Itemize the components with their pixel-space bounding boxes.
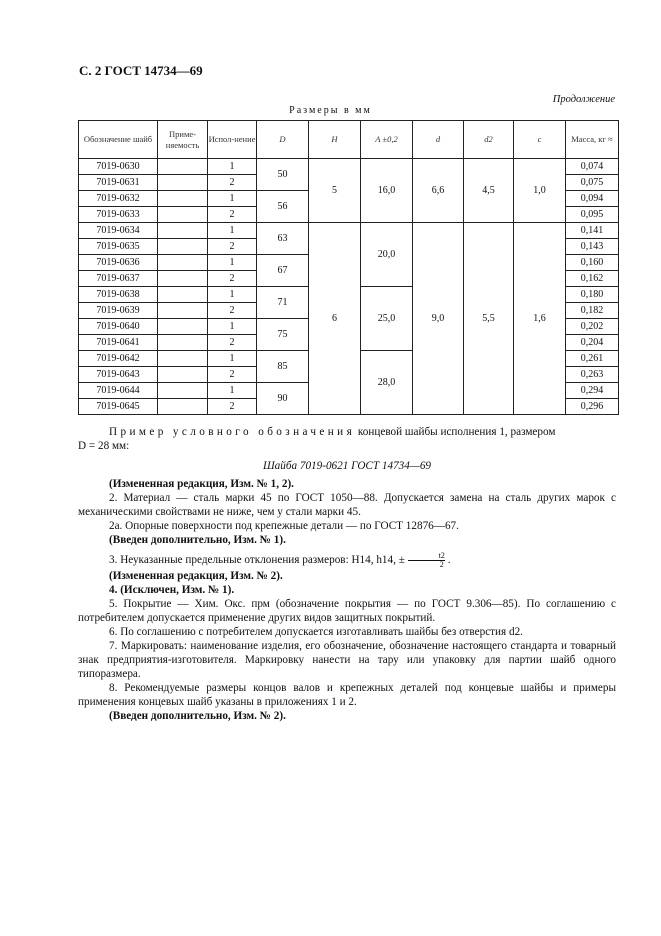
cell-d: 63 — [257, 223, 309, 255]
example-intro-spaced: Пример условного обозначения — [109, 426, 356, 438]
cell-mass: 0,075 — [566, 175, 619, 191]
cell-mass: 0,074 — [566, 159, 619, 175]
cell-applicability — [158, 175, 208, 191]
cell-designation: 7019-0634 — [79, 223, 158, 239]
cell-applicability — [158, 239, 208, 255]
table-caption: Размеры в мм — [289, 105, 372, 116]
cell-d: 71 — [257, 287, 309, 319]
paragraph-4: 4. (Исключен, Изм. № 1). — [109, 584, 235, 596]
cell-d: 50 — [257, 159, 309, 191]
cell-designation: 7019-0630 — [79, 159, 158, 175]
cell-designation: 7019-0642 — [79, 351, 158, 367]
paragraph-3-end: . — [444, 554, 451, 567]
table-header-row — [79, 121, 619, 159]
cell-a: 16,0 — [361, 159, 413, 223]
column-header: Испол-нение — [208, 121, 257, 159]
cell-version: 1 — [208, 351, 257, 367]
table-row — [79, 159, 619, 175]
column-header: H — [309, 121, 361, 159]
cell-mass: 0,095 — [566, 207, 619, 223]
column-header: Обозначение шайб — [79, 121, 158, 159]
fraction-denominator: 2 — [439, 560, 444, 569]
cell-applicability — [158, 367, 208, 383]
cell-d: 90 — [257, 383, 309, 415]
cell-designation: 7019-0643 — [79, 367, 158, 383]
page-header: С. 2 ГОСТ 14734—69 — [79, 63, 203, 78]
example-intro — [78, 425, 616, 439]
cell-designation: 7019-0636 — [79, 255, 158, 271]
cell-version: 1 — [208, 287, 257, 303]
column-header: d2 — [464, 121, 514, 159]
cell-mass: 0,261 — [566, 351, 619, 367]
cell-applicability — [158, 303, 208, 319]
cell-applicability — [158, 159, 208, 175]
cell-applicability — [158, 207, 208, 223]
cell-mass: 0,294 — [566, 383, 619, 399]
cell-d: 75 — [257, 319, 309, 351]
cell-designation: 7019-0637 — [79, 271, 158, 287]
cell-applicability — [158, 399, 208, 415]
cell-applicability — [158, 335, 208, 351]
cell-d: 67 — [257, 255, 309, 287]
cell-d: 85 — [257, 351, 309, 383]
cell-d: 6,6 — [413, 159, 464, 223]
column-header: d — [413, 121, 464, 159]
cell-d2: 5,5 — [464, 223, 514, 415]
cell-version: 2 — [208, 303, 257, 319]
cell-version: 2 — [208, 399, 257, 415]
cell-d: 9,0 — [413, 223, 464, 415]
table-continuation-label: Продолжение — [552, 94, 615, 105]
cell-applicability — [158, 319, 208, 335]
cell-version: 2 — [208, 207, 257, 223]
cell-version: 1 — [208, 255, 257, 271]
paragraph-5: 5. Покрытие — Хим. Окс. прм (обозначение покрытия — по ГОСТ 9.306—85). По соглашению с потребителем допускается применение других видов защитных покрытий. — [78, 598, 616, 624]
cell-c: 1,0 — [514, 159, 566, 223]
column-header: D — [257, 121, 309, 159]
amendment-note: (Измененная редакция, Изм. № 1, 2). — [109, 478, 294, 490]
cell-mass: 0,162 — [566, 271, 619, 287]
cell-mass: 0,141 — [566, 223, 619, 239]
cell-designation: 7019-0640 — [79, 319, 158, 335]
cell-h: 5 — [309, 159, 361, 223]
cell-d: 56 — [257, 191, 309, 223]
paragraph-7: 7. Маркировать: наименование изделия, его обозначение, обозначение настоящего стандарта и товарный знак предприятия-изготовителя. Маркировку нанести на тару или упаковку для партии шайб одного типоразмера. — [78, 640, 616, 680]
cell-designation: 7019-0645 — [79, 399, 158, 415]
cell-applicability — [158, 271, 208, 287]
amendment-note: (Введен дополнительно, Изм. № 1). — [109, 534, 286, 546]
cell-designation: 7019-0641 — [79, 335, 158, 351]
cell-a: 25,0 — [361, 287, 413, 351]
cell-mass: 0,202 — [566, 319, 619, 335]
cell-c: 1,6 — [514, 223, 566, 415]
fraction — [408, 552, 445, 569]
column-header: Приме-няемость — [158, 121, 208, 159]
column-header: Масса, кг ≈ — [566, 121, 619, 159]
cell-a: 28,0 — [361, 351, 413, 415]
cell-version: 2 — [208, 175, 257, 191]
cell-designation: 7019-0638 — [79, 287, 158, 303]
column-header: A ±0,2 — [361, 121, 413, 159]
paragraph-3 — [78, 552, 616, 569]
cell-version: 2 — [208, 335, 257, 351]
cell-d2: 4,5 — [464, 159, 514, 223]
cell-applicability — [158, 383, 208, 399]
cell-applicability — [158, 255, 208, 271]
cell-designation: 7019-0633 — [79, 207, 158, 223]
cell-version: 2 — [208, 239, 257, 255]
cell-designation: 7019-0631 — [79, 175, 158, 191]
cell-mass: 0,296 — [566, 399, 619, 415]
example-intro-rest: концевой шайбы исполнения 1, размером — [355, 426, 556, 438]
cell-mass: 0,180 — [566, 287, 619, 303]
cell-version: 2 — [208, 367, 257, 383]
cell-designation: 7019-0635 — [79, 239, 158, 255]
cell-version: 2 — [208, 271, 257, 287]
cell-a: 20,0 — [361, 223, 413, 287]
cell-applicability — [158, 351, 208, 367]
paragraph-6: 6. По соглашению с потребителем допускается изготавливать шайбы без отверстия d2. — [109, 626, 523, 638]
table-row — [79, 223, 619, 239]
amendment-note: (Измененная редакция, Изм. № 2). — [109, 570, 283, 582]
cell-designation: 7019-0644 — [79, 383, 158, 399]
amendment-note: (Введен дополнительно, Изм. № 2). — [109, 710, 286, 722]
cell-version: 1 — [208, 383, 257, 399]
cell-applicability — [158, 287, 208, 303]
fraction-numerator: t2 — [408, 552, 445, 561]
cell-version: 1 — [208, 319, 257, 335]
paragraph-8: 8. Рекомендуемые размеры концов валов и крепежных деталей под концевые шайбы и примеры применения концевых шайб указаны в приложениях 1 и 2. — [78, 682, 616, 708]
cell-version: 1 — [208, 191, 257, 207]
cell-designation: 7019-0639 — [79, 303, 158, 319]
cell-version: 1 — [208, 223, 257, 239]
example-designation: Шайба 7019-0621 ГОСТ 14734—69 — [262, 460, 432, 472]
cell-mass: 0,160 — [566, 255, 619, 271]
body-text — [78, 425, 616, 723]
cell-designation: 7019-0632 — [79, 191, 158, 207]
cell-mass: 0,263 — [566, 367, 619, 383]
example-line2: D = 28 мм: — [78, 440, 130, 452]
cell-version: 1 — [208, 159, 257, 175]
column-header: c — [514, 121, 566, 159]
cell-applicability — [158, 223, 208, 239]
paragraph-2: 2. Материал — сталь марки 45 по ГОСТ 1050—88. Допускается замена на сталь других марок с механическими свойствами не ниже, чем у стали марки 45. — [78, 492, 616, 518]
washer-table — [78, 120, 619, 415]
cell-mass: 0,094 — [566, 191, 619, 207]
cell-applicability — [158, 191, 208, 207]
paragraph-2a: 2а. Опорные поверхности под крепежные детали — по ГОСТ 12876—67. — [109, 520, 459, 532]
cell-mass: 0,143 — [566, 239, 619, 255]
cell-mass: 0,204 — [566, 335, 619, 351]
cell-mass: 0,182 — [566, 303, 619, 319]
paragraph-3-text: 3. Неуказанные предельные отклонения размеров: H14, h14, ± — [109, 554, 405, 567]
cell-h: 6 — [309, 223, 361, 415]
